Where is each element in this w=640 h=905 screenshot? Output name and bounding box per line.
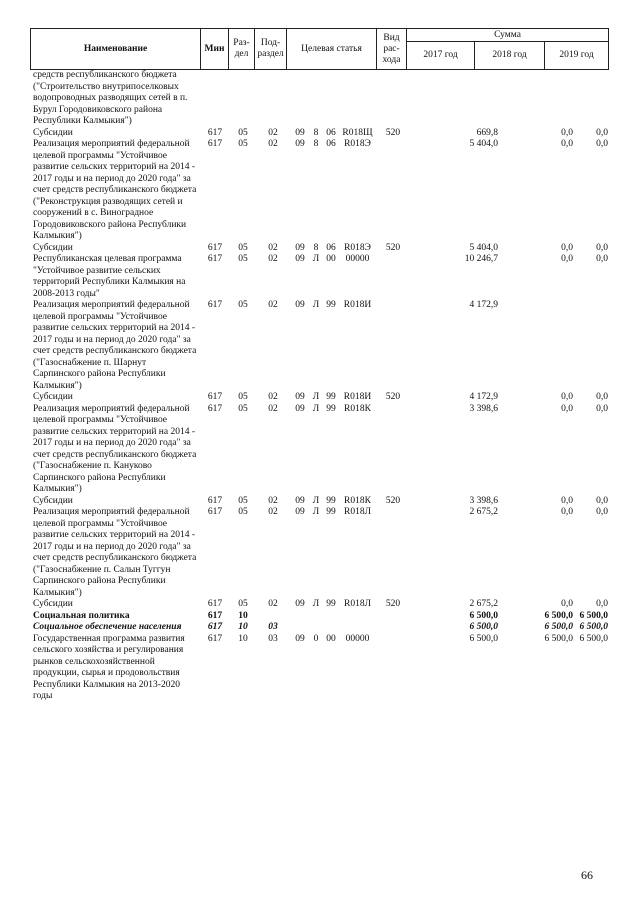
row-name: Реализация мероприятий федеральной целевой программы "Устойчивое развитие сельских территорий на 2014 - 2017 годы и на период до 2020 года" за счет средств республиканского бюджета ("Газоснабжение п. Салын Туггун Сарпинского района Республики Калмыкия")	[33, 507, 197, 598]
table-row	[30, 496, 608, 508]
row-name: Реализация мероприятий федеральной целевой программы "Устойчивое развитие сельских территорий на 2014 - 2017 годы и на период до 2020 года" за счет средств республиканского бюджета ("Газоснабжение п. Кануково Сарпинского района Республики Калмыкия")	[33, 403, 197, 494]
table-row	[30, 300, 608, 392]
cell-c: 99	[326, 392, 336, 402]
cell-a: 09	[295, 392, 305, 402]
cell-s2: 0,0	[561, 139, 573, 149]
table-row	[30, 139, 608, 243]
cell-s1: 3 398,6	[469, 495, 498, 506]
cell-a: 09	[295, 242, 305, 253]
cell-s1: 4 172,9	[469, 392, 498, 402]
table-row	[30, 622, 608, 634]
cell-raz: 05	[238, 507, 248, 517]
cell-d: R018И	[343, 300, 372, 310]
cell-min: 617	[207, 633, 223, 644]
cell-a: 09	[295, 127, 305, 138]
cell-pod: 02	[268, 599, 278, 609]
cell-d: 00000	[345, 633, 370, 644]
row-name: Государственная программа развития сельского хозяйства и регулирования рынков сельскохозяйственной продукции, сырья и продовольствия Республики Калмыкия на 2013-2020 годы	[33, 633, 185, 701]
cell-b: Л	[312, 254, 320, 264]
cell-pod: 02	[268, 300, 278, 310]
cell-s1: 10 246,7	[464, 254, 498, 264]
row-name: Субсидии	[33, 392, 73, 402]
cell-vid: 520	[385, 127, 401, 138]
cell-pod: 02	[268, 507, 278, 517]
cell-raz: 05	[238, 254, 248, 264]
cell-c: 06	[326, 139, 336, 149]
cell-vid: 520	[385, 599, 401, 609]
cell-raz: 05	[238, 300, 248, 310]
cell-s2: 0,0	[561, 403, 573, 414]
cell-a: 09	[295, 495, 305, 506]
cell-s2: 0,0	[561, 599, 573, 609]
row-name: Социальная политика	[33, 610, 130, 621]
cell-b: Л	[312, 507, 320, 517]
table-row	[30, 392, 608, 404]
cell-raz: 05	[238, 127, 248, 138]
cell-c: 06	[326, 127, 336, 138]
header-2019: 2019 год	[545, 42, 609, 70]
cell-a: 09	[295, 139, 305, 149]
cell-s2: 0,0	[561, 392, 573, 402]
table-row	[30, 507, 608, 599]
cell-c: 00	[326, 254, 336, 264]
cell-raz: 05	[238, 599, 248, 609]
header-2018: 2018 год	[475, 42, 545, 70]
cell-d: R018Э	[344, 242, 371, 253]
header-podrazdel: Под-раздел	[255, 29, 287, 70]
cell-s2: 0,0	[561, 495, 573, 506]
table-row	[30, 243, 608, 255]
budget-table	[30, 28, 608, 703]
cell-d: 00000	[345, 254, 370, 264]
cell-min: 617	[207, 610, 223, 621]
cell-raz: 05	[238, 139, 248, 149]
row-name: Реализация мероприятий федеральной целевой программы "Устойчивое развитие сельских территорий на 2014 - 2017 годы и на период до 2020 года" за счет средств республиканского бюджета ("Газоснабжение п. Шарнут Сарпинского района Республики Калмыкия")	[33, 300, 197, 391]
cell-min: 617	[207, 403, 223, 414]
cell-raz: 10	[238, 633, 248, 644]
cell-s3: 0,0	[596, 127, 608, 138]
cell-d: R018И	[343, 392, 372, 402]
cell-min: 617	[207, 495, 223, 506]
cell-pod: 02	[268, 254, 278, 264]
cell-c: 99	[326, 599, 336, 609]
cell-s3: 6 500,0	[579, 622, 608, 632]
cell-s1: 3 398,6	[469, 403, 498, 414]
cell-s2: 0,0	[561, 242, 573, 253]
cell-a: 09	[295, 403, 305, 414]
table-row	[30, 599, 608, 611]
page-number: 66	[581, 868, 593, 882]
cell-c: 99	[326, 403, 336, 414]
cell-b: Л	[312, 599, 320, 609]
cell-b: Л	[312, 495, 320, 506]
cell-raz: 05	[238, 242, 248, 253]
cell-s2: 0,0	[561, 127, 573, 138]
row-name: Субсидии	[33, 495, 73, 506]
cell-s1: 669,8	[476, 127, 498, 138]
cell-min: 617	[207, 300, 223, 310]
row-name: средств республиканского бюджета ("Строительство внутрипоселковых водопроводных разводящих сетей в п. Бурул Городовиковского района Республики Калмыкия")	[33, 70, 188, 126]
cell-min: 617	[207, 507, 223, 517]
cell-s1: 6 500,0	[469, 610, 498, 621]
cell-a: 09	[295, 507, 305, 517]
cell-pod: 03	[268, 633, 278, 644]
row-name: Субсидии	[33, 599, 73, 609]
cell-s1: 6 500,0	[469, 633, 498, 644]
cell-raz: 05	[238, 403, 248, 414]
header-vid: Вид рас-хода	[377, 29, 407, 70]
cell-pod: 03	[268, 622, 278, 632]
table-row	[30, 611, 608, 623]
table-row	[30, 634, 608, 703]
header-razdel: Раз-дел	[229, 29, 255, 70]
cell-c: 00	[326, 633, 336, 644]
cell-s2: 6 500,0	[544, 622, 573, 632]
cell-vid: 520	[385, 392, 401, 402]
cell-b: 8	[313, 127, 319, 138]
cell-s1: 6 500,0	[469, 622, 498, 632]
table-row	[30, 404, 608, 496]
cell-pod: 02	[268, 403, 278, 414]
cell-s3: 0,0	[596, 495, 608, 506]
cell-min: 617	[207, 127, 223, 138]
cell-b: Л	[312, 300, 320, 310]
cell-b: 8	[313, 242, 319, 253]
cell-pod: 02	[268, 127, 278, 138]
cell-raz: 05	[238, 392, 248, 402]
cell-c: 99	[326, 300, 336, 310]
cell-s3: 6 500,0	[579, 610, 608, 621]
cell-s1: 2 675,2	[469, 599, 498, 609]
cell-vid: 520	[385, 495, 401, 506]
row-name: Реализация мероприятий федеральной целевой программы "Устойчивое развитие сельских территорий на 2014 - 2017 годы и на период до 2020 года" за счет средств республиканского бюджета ("Реконструкция разводящих сетей и сооружений в с. Виноградное Городовиковского района Республики Калмыкия")	[33, 139, 197, 241]
cell-d: R018К	[344, 495, 371, 506]
cell-min: 617	[207, 392, 223, 402]
cell-s3: 6 500,0	[579, 633, 608, 644]
cell-a: 09	[295, 300, 305, 310]
cell-s3: 0,0	[596, 254, 608, 264]
cell-pod: 02	[268, 139, 278, 149]
cell-s1: 5 404,0	[469, 242, 498, 253]
cell-b: 0	[313, 633, 319, 644]
cell-a: 09	[295, 254, 305, 264]
cell-raz: 05	[238, 495, 248, 506]
cell-c: 99	[326, 507, 336, 517]
cell-min: 617	[207, 599, 223, 609]
cell-s3: 0,0	[596, 403, 608, 414]
cell-s2: 0,0	[561, 507, 573, 517]
header-target: Целевая статья	[287, 29, 377, 70]
cell-s2: 0,0	[561, 254, 573, 264]
cell-b: 8	[313, 139, 319, 149]
row-name: Социальное обеспечение населения	[33, 622, 182, 632]
cell-a: 09	[295, 599, 305, 609]
table-header	[30, 28, 609, 70]
cell-vid: 520	[385, 242, 401, 253]
cell-d: R018Э	[344, 139, 371, 149]
table-row	[30, 128, 608, 140]
cell-min: 617	[207, 242, 223, 253]
cell-min: 617	[207, 139, 223, 149]
cell-d: R018Л	[343, 599, 372, 609]
cell-min: 617	[207, 254, 223, 264]
header-name: Наименование	[31, 29, 201, 70]
cell-raz: 10	[238, 610, 248, 621]
cell-a: 09	[295, 633, 305, 644]
table-row	[30, 70, 608, 128]
cell-s3: 0,0	[596, 242, 608, 253]
header-2017: 2017 год	[407, 42, 475, 70]
cell-s2: 6 500,0	[544, 610, 573, 621]
cell-min: 617	[207, 622, 223, 632]
table-row	[30, 254, 608, 300]
cell-c: 99	[326, 495, 336, 506]
cell-s3: 0,0	[596, 392, 608, 402]
table-body	[30, 70, 608, 703]
cell-d: R018Щ	[342, 127, 373, 138]
header-min: Мин	[201, 29, 229, 70]
cell-s1: 4 172,9	[469, 300, 498, 310]
cell-s2: 6 500,0	[544, 633, 573, 644]
cell-d: R018Л	[343, 507, 372, 517]
cell-b: Л	[312, 392, 320, 402]
cell-b: Л	[312, 403, 320, 414]
cell-pod: 02	[268, 495, 278, 506]
row-name: Республиканская целевая программа "Устойчивое развитие сельских территорий Республики Калмыкия на 2008-2013 годы"	[33, 254, 186, 299]
cell-pod: 02	[268, 392, 278, 402]
cell-s3: 0,0	[596, 599, 608, 609]
cell-c: 06	[326, 242, 336, 253]
row-name: Субсидии	[33, 127, 73, 138]
cell-s3: 0,0	[596, 507, 608, 517]
cell-d: R018К	[344, 403, 371, 414]
cell-s3: 0,0	[596, 139, 608, 149]
cell-s1: 2 675,2	[469, 507, 498, 517]
cell-pod: 02	[268, 242, 278, 253]
cell-s1: 5 404,0	[469, 139, 498, 149]
cell-raz: 10	[238, 622, 248, 632]
row-name: Субсидии	[33, 242, 73, 253]
header-sum: Сумма	[407, 29, 609, 42]
